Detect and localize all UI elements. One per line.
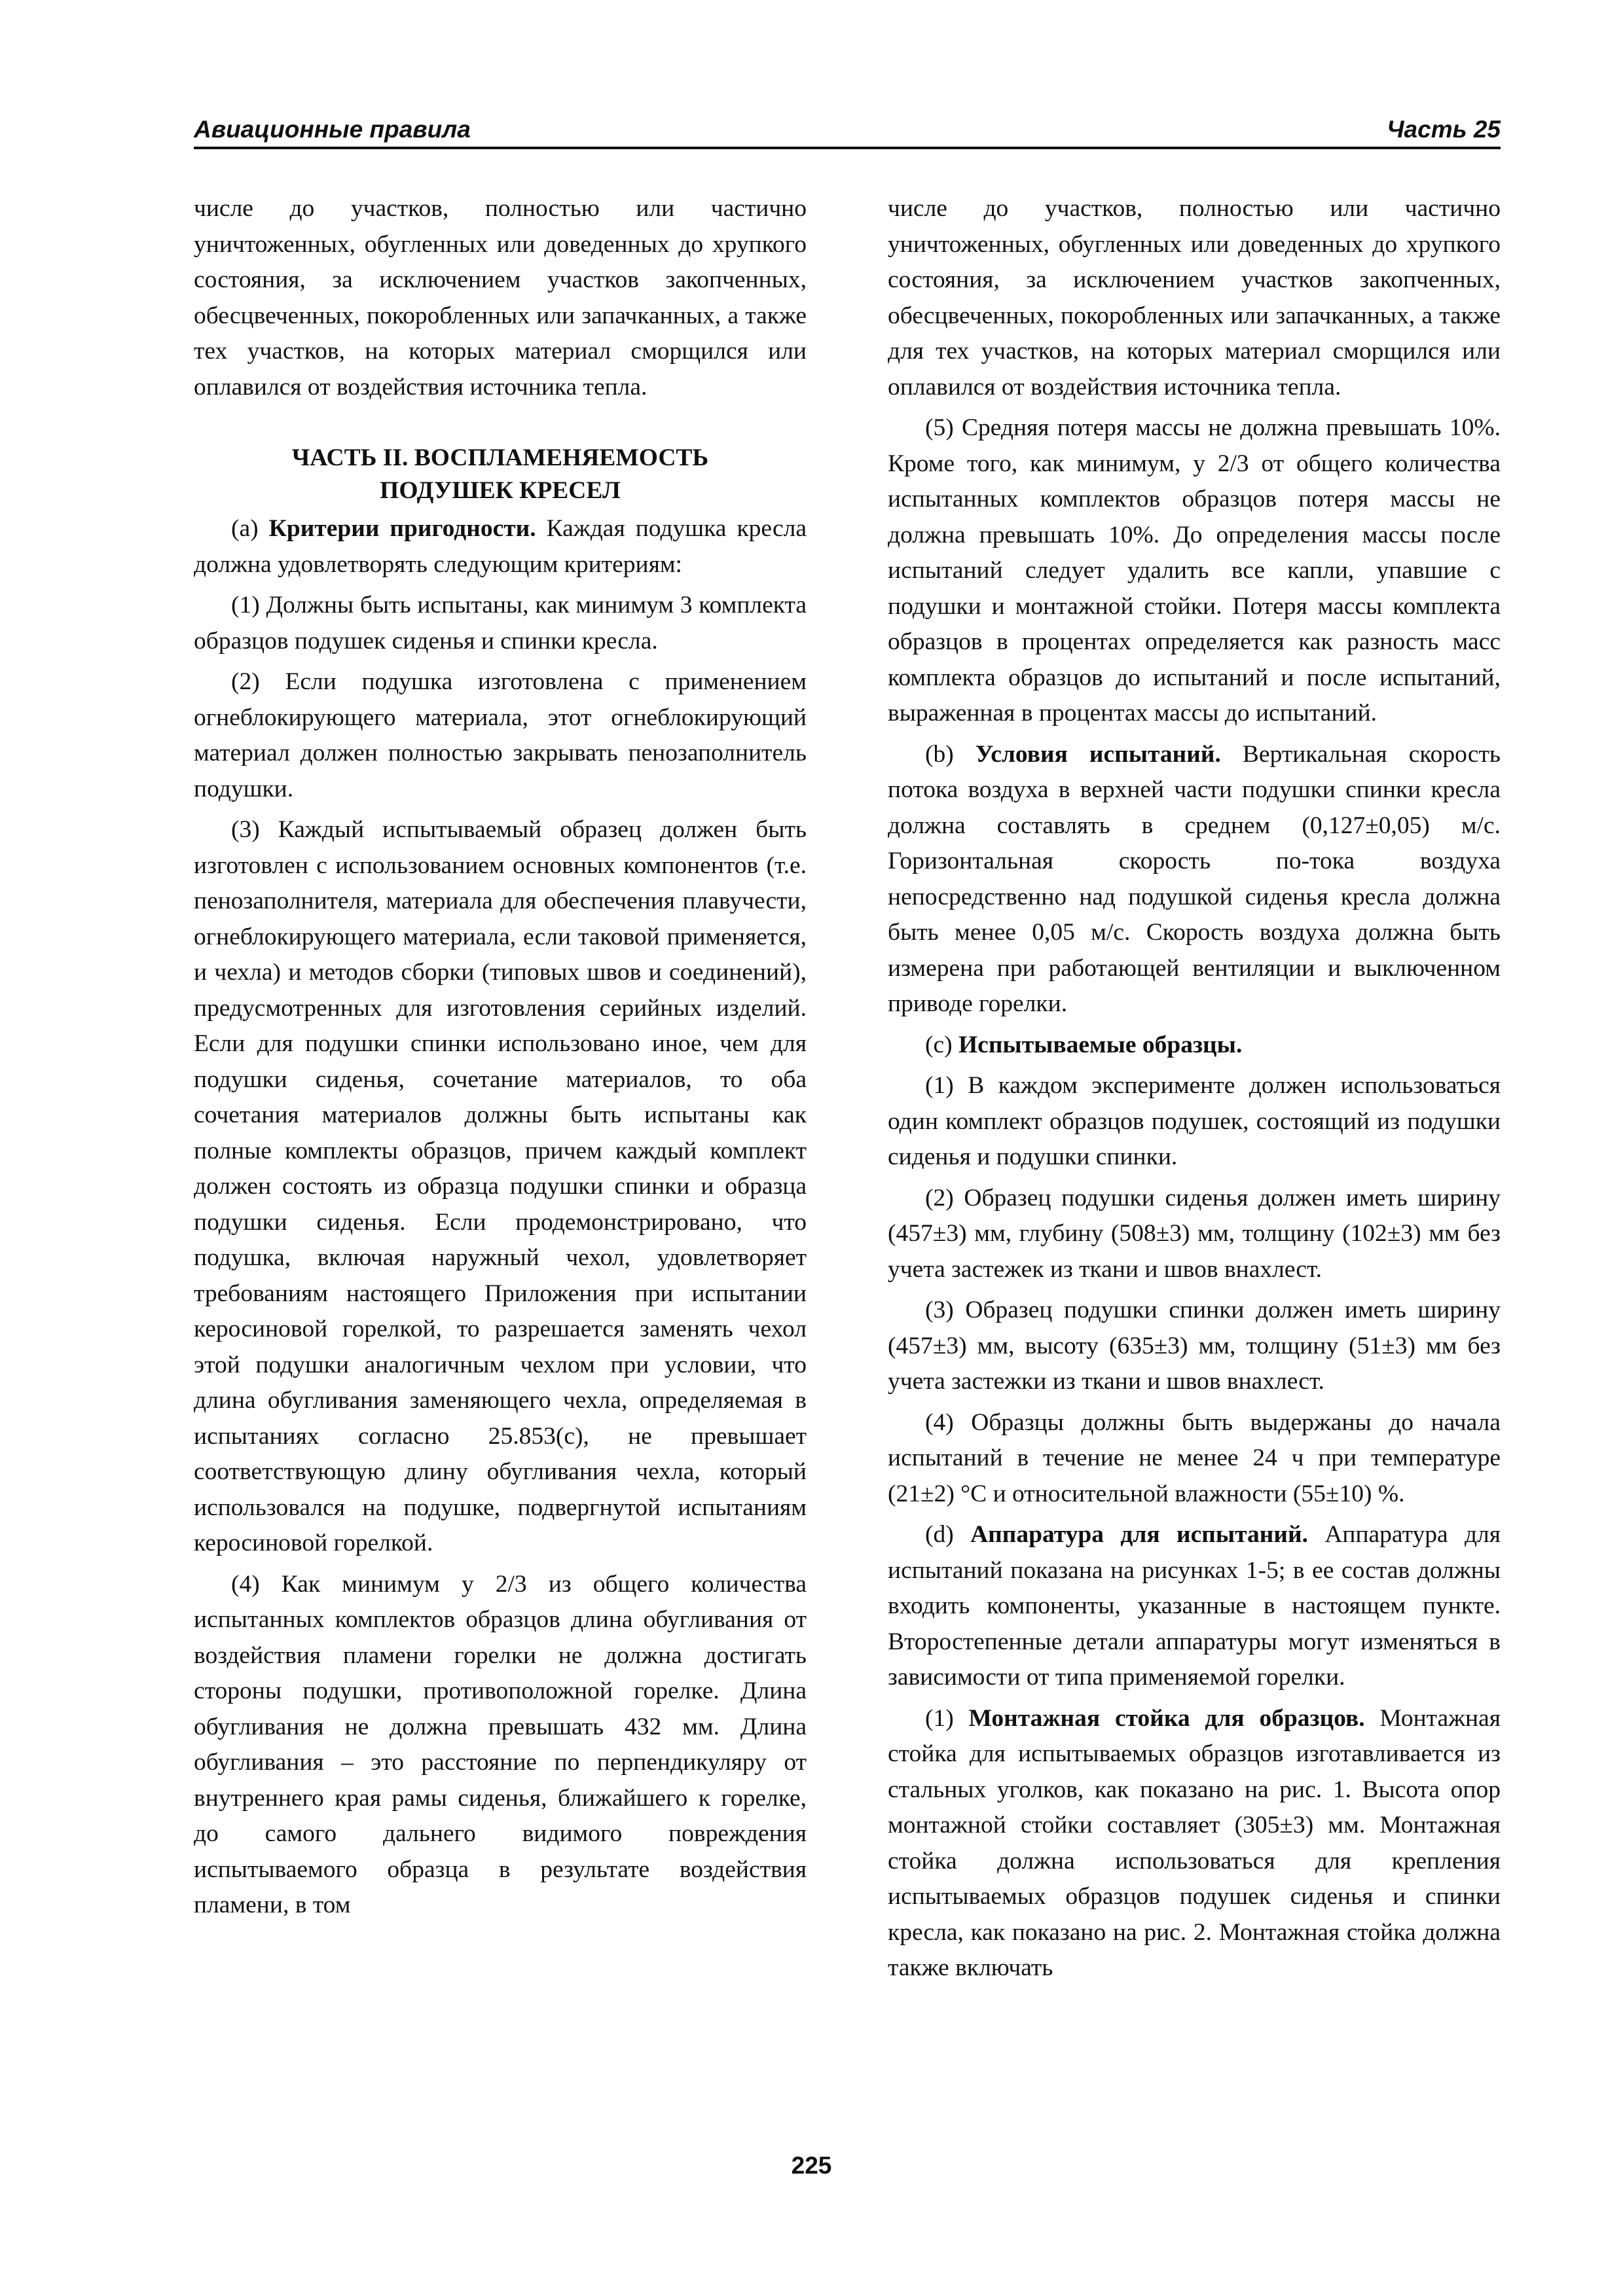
paragraph-d1-title: Монтажная стойка для образцов. — [968, 1704, 1365, 1732]
paragraph-a-label: (a) — [231, 515, 259, 542]
left-column — [194, 191, 807, 1929]
paragraph-d1-label: (1) — [925, 1704, 954, 1732]
paragraph-continued: числе до участков, полностью или частично уничтоженных, обугленных или доведенных до хрупкого состояния, за исключением участков закопченных, обесцвеченных, покоробленных или запачканных, а также для тех участков, на которых материал сморщился или оплавился от воздействия источника тепла. — [888, 195, 1501, 401]
paragraph-b-title: Условия испытаний. — [975, 740, 1221, 768]
paragraph-d-title: Аппаратура для испытаний. — [970, 1521, 1308, 1548]
paragraph-d1-text: Монтажная стойка для испытываемых образцов изготавливается из стальных уголков, как показано на рис. 1. Высота опор монтажной стойки составляет (305±3) мм. Монтажная стойка должна использоваться для крепления испытываемых образцов подушек сиденья и спинки кресла, как показано на рис. 2. Монтажная стойка должна также включать — [888, 1704, 1501, 1981]
paragraph-a-title: Критерии пригодности. — [268, 515, 536, 542]
paragraph-d — [888, 1517, 1501, 1696]
paragraph-d-label: (d) — [925, 1521, 954, 1548]
paragraph-c1: (1) В каждом эксперименте должен использоваться один комплект образцов подушек, состоящий из подушки сиденья и подушки спинки. — [888, 1072, 1501, 1170]
section-heading — [194, 442, 807, 507]
section-heading-line-1: ЧАСТЬ II. ВОСПЛАМЕНЯЕМОСТЬ — [291, 444, 709, 471]
paragraph-c3: (3) Образец подушки спинки должен иметь ширину (457±3) мм, высоту (635±3) мм, толщину (51±3) мм без учета застежки из ткани и швов внахлест. — [888, 1297, 1501, 1395]
paragraph-a2: (2) Если подушка изготовлена с применением огнеблокирующего материала, этот огнеблокирующий материал должен полностью закрывать пенозаполнитель подушки. — [194, 668, 807, 802]
paragraph-a — [194, 511, 807, 583]
right-column — [888, 191, 1501, 1992]
paragraph-b-label: (b) — [925, 740, 954, 768]
header-part: Часть 25 — [1387, 116, 1501, 143]
paragraph-c-title: Испытываемые образцы. — [958, 1031, 1243, 1058]
running-header — [194, 115, 1501, 144]
paragraph-c4: (4) Образцы должны быть выдержаны до начала испытаний в течение не менее 24 ч при температуре (21±2) °С и относительной влажности (55±10) %. — [888, 1408, 1501, 1507]
paragraph-c2: (2) Образец подушки сиденья должен иметь ширину (457±3) мм, глубину (508±3) мм, толщину (102±3) мм без учета застежек из ткани и швов внахлест. — [888, 1184, 1501, 1283]
paragraph-b — [888, 737, 1501, 1022]
paragraph-c — [888, 1028, 1501, 1064]
paragraph-a4: (4) Как минимум у 2/3 из общего количества испытанных комплектов образцов длина обугливания от воздействия пламени горелки не должна достигать стороны подушки, противоположной горелке. Длина обугливания не должна превышать 432 мм. Длина обугливания – это расстояние по перпендикуляру от внутреннего края рамы сиденья, ближайшего к горелке, до самого дальнего видимого повреждения испытываемого образца в результате воздействия пламени, в том — [194, 1570, 807, 1918]
paragraph-continued: числе до участков, полностью или частично уничтоженных, обугленных или доведенных до хрупкого состояния, за исключением участков закопченных, обесцвеченных, покоробленных или запачканных, а также тех участков, на которых материал сморщился или оплавился от воздействия источника тепла. — [194, 195, 807, 401]
section-heading-line-2: ПОДУШЕК КРЕСЕЛ — [380, 477, 621, 504]
paragraph-a1: (1) Должны быть испытаны, как минимум 3 комплекта образцов подушек сиденья и спинки кресла. — [194, 592, 807, 655]
paragraph-d1 — [888, 1701, 1501, 1986]
header-rule — [194, 147, 1501, 149]
header-title: Авиационные правила — [194, 116, 471, 143]
paragraph-a5: (5) Средняя потеря массы не должна превышать 10%. Кроме того, как минимум, у 2/3 от общего количества испытанных комплектов образцов потеря массы не должна превышать 10%. До определения массы после испытаний следует удалить все капли, упавшие с подушки и монтажной стойки. Потеря массы комплекта образцов в процентах определяется как разность масс комплекта образцов до испытаний и после испытаний, выраженная в процентах массы до испытаний. — [888, 414, 1501, 726]
paragraph-c-label: (c) — [925, 1031, 953, 1058]
paragraph-b-text: Вертикальная скорость потока воздуха в верхней части подушки спинки кресла должна составлять в среднем (0,127±0,05) м/с. Горизонтальная скорость по-тока воздуха непосредственно над подушкой сиденья кресла должна быть менее 0,05 м/с. Скорость воздуха должна быть измерена при работающей вентиляции и выключенном приводе горелки. — [888, 740, 1501, 1017]
paragraph-d-text: Аппаратура для испытаний показана на рисунках 1-5; в ее состав должны входить компоненты, указанные в настоящем пункте. Второстепенные детали аппаратуры могут изменяться в зависимости от типа применяемой горелки. — [888, 1521, 1501, 1691]
paragraph-a3: (3) Каждый испытываемый образец должен быть изготовлен с использованием основных компонентов (т.е. пенозаполнителя, материала для обеспечения плавучести, огнеблокирующего материала, если таковой применяется, и чехла) и методов сборки (типовых швов и соединений), предусмотренных для изготовления серийных изделий. Если для подушки спинки использовано иное, чем для подушки сиденья, сочетание материалов, то оба сочетания материалов должны быть испытаны как полные комплекты образцов, причем каждый комплект должен состоять из образца подушки спинки и образца подушки сиденья. Если продемонстрировано, что подушка, включая наружный чехол, удовлетворяет требованиям настоящего Приложения при испытании керосиновой горелкой, то разрешается заменять чехол этой подушки аналогичным чехлом при условии, что длина обугливания заменяющего чехла, определяемая в испытаниях согласно 25.853(с), не превышает соответствующую длину обугливания чехла, который использовался на подушке, подвергнутой испытаниям керосиновой горелкой. — [194, 816, 807, 1556]
paragraph-a-text: Каждая подушка кресла должна удовлетворять следующим критериям: — [194, 515, 807, 578]
page-number: 225 — [791, 2152, 832, 2179]
